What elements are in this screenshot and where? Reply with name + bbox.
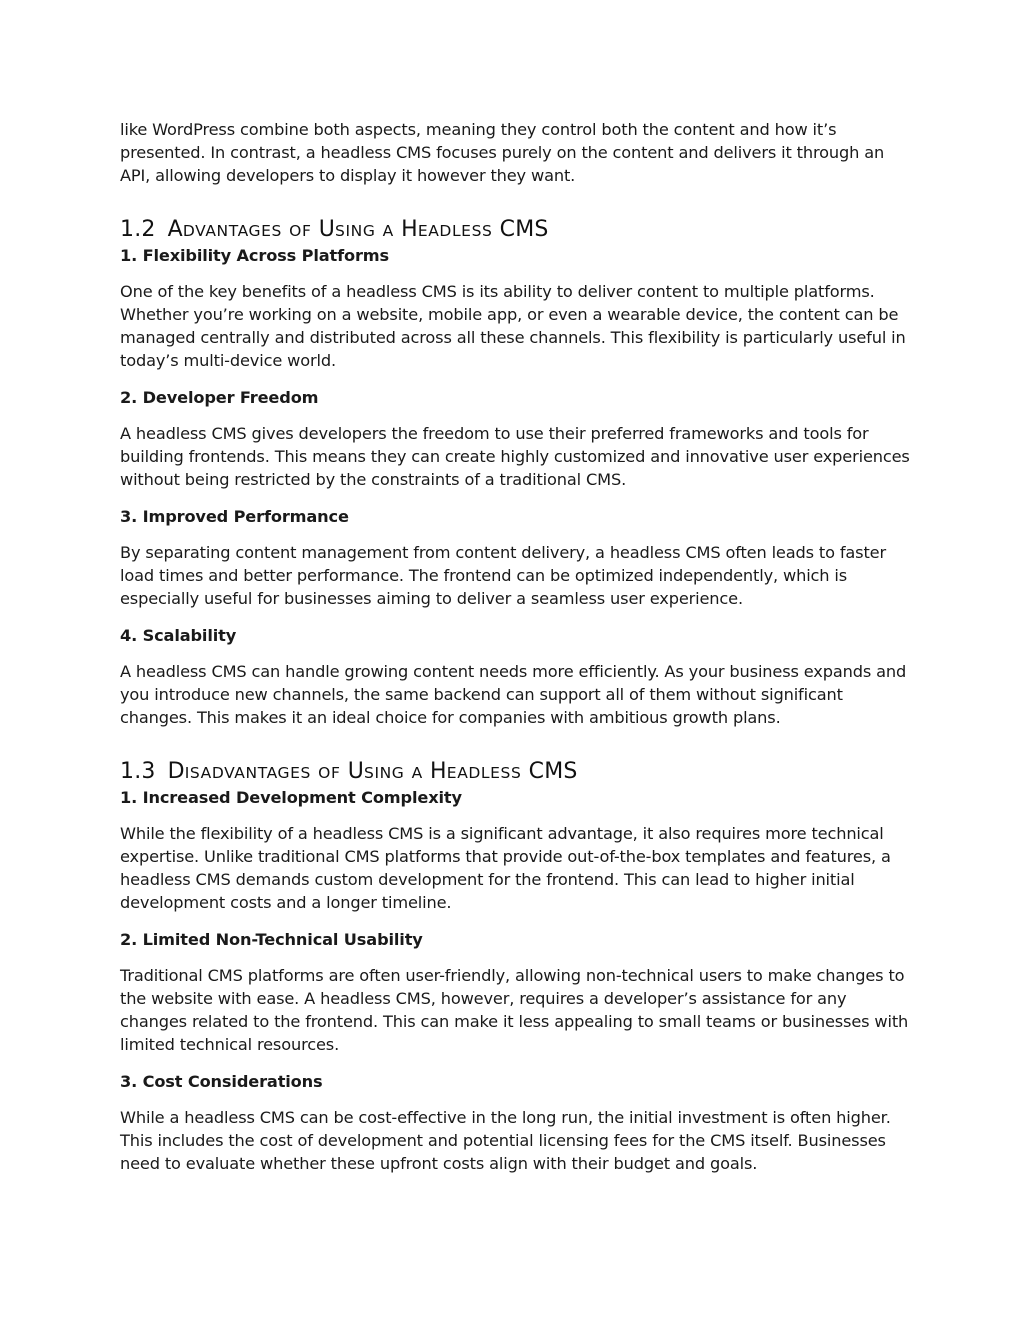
- title-smallcaps: SING: [364, 764, 405, 782]
- paragraph: A headless CMS can handle growing content needs more efficiently. As your business expands and you introduce new channels, the same backend can support all of them without significant changes. This makes it an ideal choice for companies with ambitious growth plans.: [120, 662, 907, 727]
- title-smallcaps: SING: [335, 222, 376, 240]
- title-capital: A: [167, 217, 183, 242]
- subheading: 3. Cost Considerations: [120, 1072, 323, 1091]
- paragraph: One of the key benefits of a headless CMS is its ability to deliver content to multiple platforms. Whether you’re working on a website, mobile app, or even a wearable device, the content can be managed centrally and distributed across all these channels. This flexibility is particularly useful in today’s multi-device world.: [120, 282, 906, 370]
- section-number: 1.2: [120, 217, 156, 242]
- subheading: 1. Flexibility Across Platforms: [120, 246, 389, 265]
- paragraph: Traditional CMS platforms are often user-friendly, allowing non-technical users to make changes to the website with ease. A headless CMS, however, requires a developer’s assistance for any changes related to the frontend. This can make it less appealing to small teams or businesses with limited technical resources.: [120, 966, 909, 1054]
- title-capital: CMS: [499, 217, 549, 242]
- section-heading: [120, 217, 910, 244]
- title-capital: CMS: [528, 759, 578, 784]
- title-capital: H: [430, 759, 447, 784]
- section-title: [168, 217, 549, 242]
- paragraph: A headless CMS gives developers the freedom to use their preferred frameworks and tools for building frontends. This means they can create highly customized and innovative user experiences without being restricted by the constraints of a traditional CMS.: [120, 424, 910, 489]
- section-title: [168, 759, 578, 784]
- paragraph: By separating content management from content delivery, a headless CMS often leads to faster load times and better performance. The frontend can be optimized independently, which is especially useful for businesses aiming to deliver a seamless user experience.: [120, 543, 886, 608]
- paragraph: While a headless CMS can be cost-effective in the long run, the initial investment is often higher. This includes the cost of development and potential licensing fees for the CMS itself. Businesses need to evaluate whether these upfront costs align with their budget and goals.: [120, 1108, 891, 1173]
- title-capital: D: [167, 759, 185, 784]
- title-capital: U: [318, 217, 336, 242]
- subheading: 4. Scalability: [120, 626, 237, 645]
- title-smallcaps: ISADVANTAGES: [184, 764, 311, 782]
- intro-paragraph: like WordPress combine both aspects, meaning they control both the content and how it’s presented. In contrast, a headless CMS focuses purely on the content and delivers it through an API, allowing developers to display it however they want.: [120, 120, 885, 185]
- title-capital: H: [401, 217, 418, 242]
- section-heading: [120, 759, 910, 786]
- subheading: 2. Developer Freedom: [120, 388, 319, 407]
- paragraph: While the flexibility of a headless CMS is a significant advantage, it also requires more technical expertise. Unlike traditional CMS platforms that provide out-of-the-box templates and features, a headless CMS demands custom development for the frontend. This can lead to higher initial development costs and a longer timeline.: [120, 824, 891, 912]
- subheading: 2. Limited Non-Technical Usability: [120, 930, 423, 949]
- title-smallcaps: DVANTAGES: [182, 222, 282, 240]
- title-capital: U: [347, 759, 364, 784]
- subheading: 3. Improved Performance: [120, 507, 349, 526]
- title-smallcaps: OF: [318, 764, 341, 782]
- title-smallcaps: OF: [289, 222, 312, 240]
- section-number: 1.3: [120, 759, 156, 784]
- title-smallcaps: EADLESS: [446, 764, 522, 782]
- section-disadvantages: [120, 759, 910, 1175]
- title-smallcaps: EADLESS: [417, 222, 493, 240]
- title-smallcaps: A: [411, 764, 423, 782]
- subheading: 1. Increased Development Complexity: [120, 788, 462, 807]
- section-advantages: [120, 217, 910, 729]
- document-page: [120, 118, 910, 1175]
- title-smallcaps: A: [382, 222, 394, 240]
